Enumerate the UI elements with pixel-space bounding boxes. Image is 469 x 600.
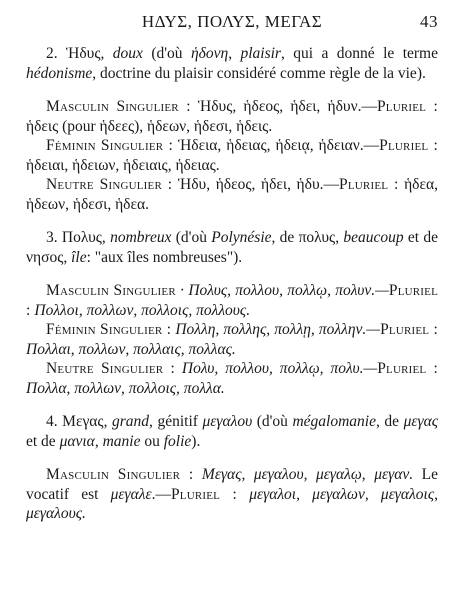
forms: Μεγας, μεγαλου, μεγαλῳ, μεγαν. [193, 466, 414, 483]
case-label: Neutre Singulier : [46, 360, 175, 377]
declension-neuter [26, 359, 438, 398]
genitive-form: μεγαλου [202, 413, 253, 430]
headword: Μεγας, [62, 413, 112, 430]
page-number: 43 [420, 12, 438, 31]
forms: ἡδεα, ἡδεων, ἡδεσι, ἡδεα. [26, 176, 438, 213]
declension-masculine [26, 281, 438, 320]
case-label: Pluriel : [339, 176, 399, 193]
page-header [26, 10, 438, 36]
forms: Πολλαι, πολλων, πολλαις, πολλας. [26, 340, 236, 358]
forms: Πολλοι, πολλων, πολλοις, πολλους. [30, 301, 251, 319]
text: et de νησος, [26, 229, 438, 266]
case-label: Pluriel : [26, 282, 438, 319]
forms: ἡδειαι, ἡδειων, ἡδειαις, ἡδειας. [26, 156, 220, 174]
entry-hedys [26, 44, 438, 83]
gloss: grand [112, 413, 150, 430]
declension-masculine [26, 465, 438, 524]
case-label: Pluriel : [170, 485, 238, 503]
gloss: manie [102, 432, 141, 450]
derived-term: hédonisme [26, 64, 93, 82]
derivative-gloss: plaisir [240, 45, 281, 62]
forms: ἡδεις (pour ἡδεες), ἡδεων, ἡδεσι, ἡδεις. [26, 117, 273, 135]
vocative-form: μεγαλε [110, 485, 152, 503]
forms: Πολλη, πολλης, πολλῃ, πολλην.— [171, 321, 381, 338]
forms: Πολλα, πολλων, πολλοις, πολλα. [26, 379, 225, 397]
entry-number: 4. [46, 413, 63, 430]
case-label: Masculin Singulier : [46, 98, 191, 115]
derived-term: Polynésie [211, 229, 272, 246]
text: (d'où [171, 229, 212, 246]
case-label: Féminin Singulier : [46, 137, 173, 154]
text: ou [140, 432, 164, 450]
entry-number: 2. [46, 45, 67, 62]
forms: Ἡδυ, ἡδεος, ἡδει, ἡδυ.— [172, 176, 340, 193]
headword: Πολυς, [61, 229, 111, 246]
declension-megas [26, 465, 438, 524]
declension-hedys [26, 97, 438, 214]
text: , doctrine du plaisir considéré comme règle de la vie). [92, 64, 426, 82]
text: , [94, 432, 103, 450]
case-label: Pluriel : [380, 321, 438, 338]
case-label: Féminin Singulier : [46, 321, 172, 338]
declension-masculine [26, 97, 438, 136]
text: , génitif [149, 413, 203, 430]
case-label: Masculin Singulier : [46, 466, 194, 483]
derivative-greek: ἡδονη [190, 45, 229, 62]
text: , de πολυς, [271, 229, 344, 246]
declension-neuter [26, 175, 438, 214]
source-word: μεγας [403, 413, 439, 430]
text: , qui a donné le terme [280, 45, 438, 62]
forms: Ἡδεια, ἡδειας, ἡδειᾳ, ἡδειαν.— [172, 137, 380, 154]
case-label: Pluriel : [377, 360, 438, 377]
case-label: Neutre Singulier : [46, 176, 173, 193]
forms: Ἡδυς, ἡδεος, ἡδει, ἡδυν.— [190, 98, 377, 115]
running-head: ΗΔΥΣ, ΠΟΛΥΣ, ΜΕΓΑΣ [141, 12, 323, 31]
gloss: folie [163, 432, 192, 450]
forms: μεγαλοι, μεγαλων, μεγαλοις, μεγαλους. [26, 485, 438, 522]
derived-term: mégalomanie [292, 413, 376, 430]
gloss: beaucoup [343, 229, 404, 246]
headword: Ἡδυς, [66, 45, 113, 62]
text: (d'où [142, 45, 191, 62]
declension-feminine [26, 320, 438, 359]
vocative-note: Le vocatif est [26, 466, 438, 503]
entry-number: 3. [46, 229, 62, 246]
forms: · Πολυς, πολλου, πολλῳ, πολυν.— [175, 282, 389, 299]
forms: Πολυ, πολλου, πολλῳ, πολυ.— [174, 360, 378, 377]
entry-polys [26, 228, 438, 267]
text: : "aux îles nombreuses"). [86, 248, 243, 266]
gloss: nombreux [110, 229, 172, 246]
entry-megas [26, 412, 438, 451]
gloss: île [71, 248, 87, 266]
text: .— [151, 485, 171, 503]
text: (d'où [252, 413, 293, 430]
book-page [26, 10, 438, 590]
text: ). [191, 432, 201, 450]
source-word: μανια [59, 432, 95, 450]
case-label: Pluriel : [379, 137, 438, 154]
declension-polys [26, 281, 438, 398]
case-label: Pluriel : [376, 98, 438, 115]
text: , [228, 45, 241, 62]
text: , de [376, 413, 404, 430]
text: et de [26, 432, 60, 450]
declension-feminine [26, 136, 438, 175]
gloss: doux [112, 45, 143, 62]
case-label: Masculin Singulier [46, 282, 176, 299]
